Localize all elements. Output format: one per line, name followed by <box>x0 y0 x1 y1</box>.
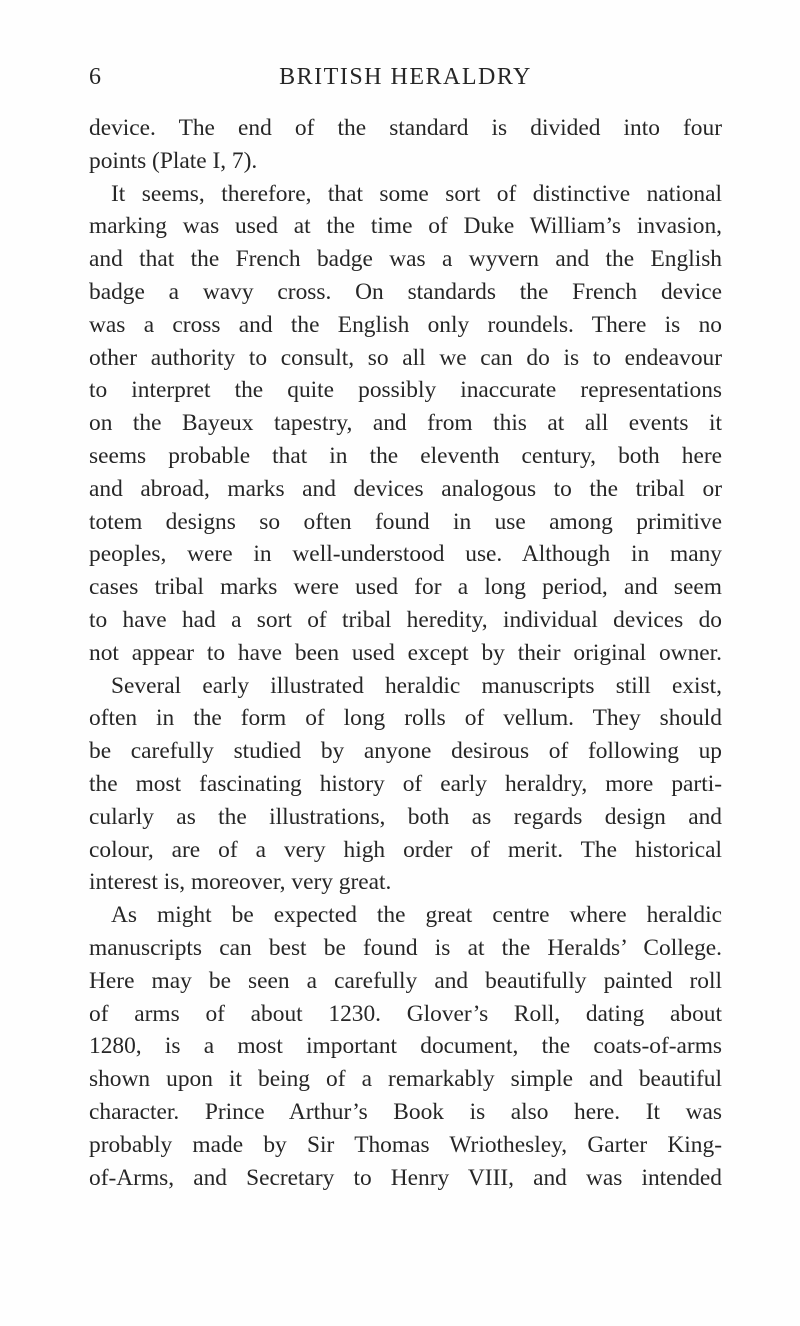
text-line: was a cross and the English only roundels. There is no <box>89 311 722 338</box>
text-line: As might be expected the great centre where heraldic <box>111 902 722 929</box>
page-header <box>89 64 722 98</box>
page-number: 6 <box>89 64 102 90</box>
text-line: other authority to consult, so all we can do is to endeavour <box>89 344 722 371</box>
text-line: badge a wavy cross. On standards the French device <box>89 278 722 305</box>
text-line: peoples, were in well-understood use. Although in many <box>89 541 722 568</box>
text-line: and abroad, marks and devices analogous to the tribal or <box>89 475 722 502</box>
body-text <box>89 112 722 1194</box>
text-line: character. Prince Arthur’s Book is also here. It was <box>89 1098 722 1125</box>
text-line: to interpret the quite possibly inaccurate representations <box>89 377 722 404</box>
text-line: It seems, therefore, that some sort of distinctive national <box>111 180 722 207</box>
text-line: Several early illustrated heraldic manuscripts still exist, <box>111 672 722 699</box>
text-line: often in the form of long rolls of vellum. They should <box>89 705 722 732</box>
text-line: shown upon it being of a remarkably simple and beautiful <box>89 1066 722 1093</box>
text-line: cularly as the illustrations, both as regards design and <box>89 803 722 830</box>
text-line: Here may be seen a carefully and beautifully painted roll <box>89 967 722 994</box>
text-line: to have had a sort of tribal heredity, individual devices do <box>89 606 722 633</box>
text-line: of arms of about 1230. Glover’s Roll, dating about <box>89 1000 722 1027</box>
text-line: be carefully studied by anyone desirous of following up <box>89 738 722 765</box>
text-line: 1280, is a most important document, the coats-of-arms <box>89 1033 722 1060</box>
text-line: manuscripts can best be found is at the Heralds’ College. <box>89 934 722 961</box>
text-line: totem designs so often found in use among primitive <box>89 508 722 535</box>
text-line: marking was used at the time of Duke William’s invasion, <box>89 213 722 240</box>
text-line: points (Plate I, 7). <box>89 147 258 174</box>
text-line: seems probable that in the eleventh century, both here <box>89 442 722 469</box>
text-line: device. The end of the standard is divided into four <box>89 115 722 141</box>
text-line: colour, are of a very high order of merit. The historical <box>89 836 722 863</box>
text-line: not appear to have been used except by their original owner. <box>89 639 722 666</box>
text-line: probably made by Sir Thomas Wriothesley, Garter King- <box>89 1131 722 1158</box>
text-line: the most fascinating history of early heraldry, more parti- <box>89 770 722 797</box>
text-line: on the Bayeux tapestry, and from this at all events it <box>89 410 722 437</box>
text-line: and that the French badge was a wyvern and the English <box>89 246 722 273</box>
text-line: cases tribal marks were used for a long period, and seem <box>89 574 722 601</box>
text-line: of-Arms, and Secretary to Henry VIII, and was intended <box>89 1164 722 1191</box>
text-line: interest is, moreover, very great. <box>89 869 392 896</box>
running-head: BRITISH HERALDRY <box>279 64 532 90</box>
